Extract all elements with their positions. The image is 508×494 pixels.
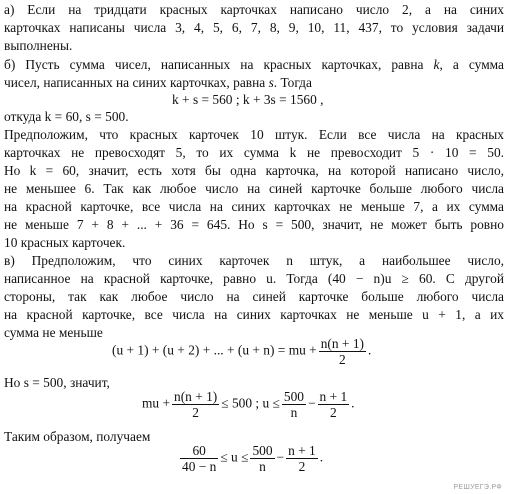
fraction: $\frac{n + 1}{2}$ [319,389,348,420]
part-b-line-2: чисел, написанных на синих карточках, равна s. Тогда [4,75,312,90]
fraction: $\frac{n + 1}{2}$ [288,443,316,474]
watermark: РЕШУЕГЭ.РФ [453,484,502,491]
part-b-line-5: карточках не превосходят 5, то их сумма k не превосходит 5 · 10 = 50. [4,145,504,160]
part-v-line-2: написанное на красной карточке, равно u. Тогда (40 − n)u ≥ 60. С другой [4,271,504,286]
fraction: $\frac{500}{n}$ [283,389,304,420]
part-v-equation-1: (u + 1) + (u + 2) + ... + (u + n) = mu + $\frac{n(n + 1)}{2}$ . [112,336,372,367]
part-v-line-4: на красной карточке, все числа на синих карточках не меньше u + 1, а их [4,307,504,322]
part-b-line-1: б) Пусть сумма чисел, написанных на красных карточках, равна k, а сумма [4,57,504,72]
part-a-line-3: выполнены. [4,38,73,53]
part-a-line-1: а) Если на тридцати красных карточках написано число 2, а на синих [4,2,504,17]
part-b-line-9: не меньше 7 + 8 + ... + 36 = 645. Но s = 500, значит, не может быть ровно [4,217,504,232]
part-v-equation-2: mu + $\frac{n(n + 1)}{2}$ ≤ 500 ; u ≤ $\frac{500}{n}$ − $\frac{n + 1}{2}$ . [142,389,355,420]
part-b-line-4: Предположим, что красных карточек 10 штук. Если все числа на красных [4,127,504,142]
part-b-line-3: откуда k = 60, s = 500. [4,109,129,124]
part-b-equation: k + s = 560 ; k + 3s = 1560 , [172,92,324,107]
part-b-line-8: на красной карточке, все числа на синих карточках не меньше 7, а их сумма [4,199,504,214]
fraction: $\frac{n(n + 1)}{2}$ [174,389,218,420]
fraction: $\frac{500}{n}$ [252,443,273,474]
fraction: $\frac{n(n + 1)}{2}$ [320,336,364,367]
part-v-equation-3: $\frac{60}{40 - n}$ ≤ u ≤ $\frac{500}{n}$ − $\frac{n + 1}{2}$ . [182,443,324,474]
part-a-line-2: карточках написаны числа 3, 4, 5, 6, 7, 8, 9, 10, 11, 437, то условия задачи [4,20,504,35]
part-b-line-10: 10 красных карточек. [4,235,126,250]
part-v-line-5: сумма не меньше [4,325,103,340]
part-b-line-7: не меньшее 6. Так как любое число на синей карточке больше любого числа [4,181,504,196]
part-v-line-6: Но s = 500, значит, [4,375,110,390]
part-v-line-7: Таким образом, получаем [4,429,151,444]
part-b-line-6: Но k = 60, значит, есть хотя бы одна карточка, на которой написано число, [4,163,504,178]
part-v-line-3: стороны, так как любое число на синей карточке больше любого числа [4,289,504,304]
part-v-line-1: в) Предположим, что синих карточек n штук, а наибольшее число, [4,253,504,268]
fraction: $\frac{60}{40 - n}$ [182,443,217,474]
